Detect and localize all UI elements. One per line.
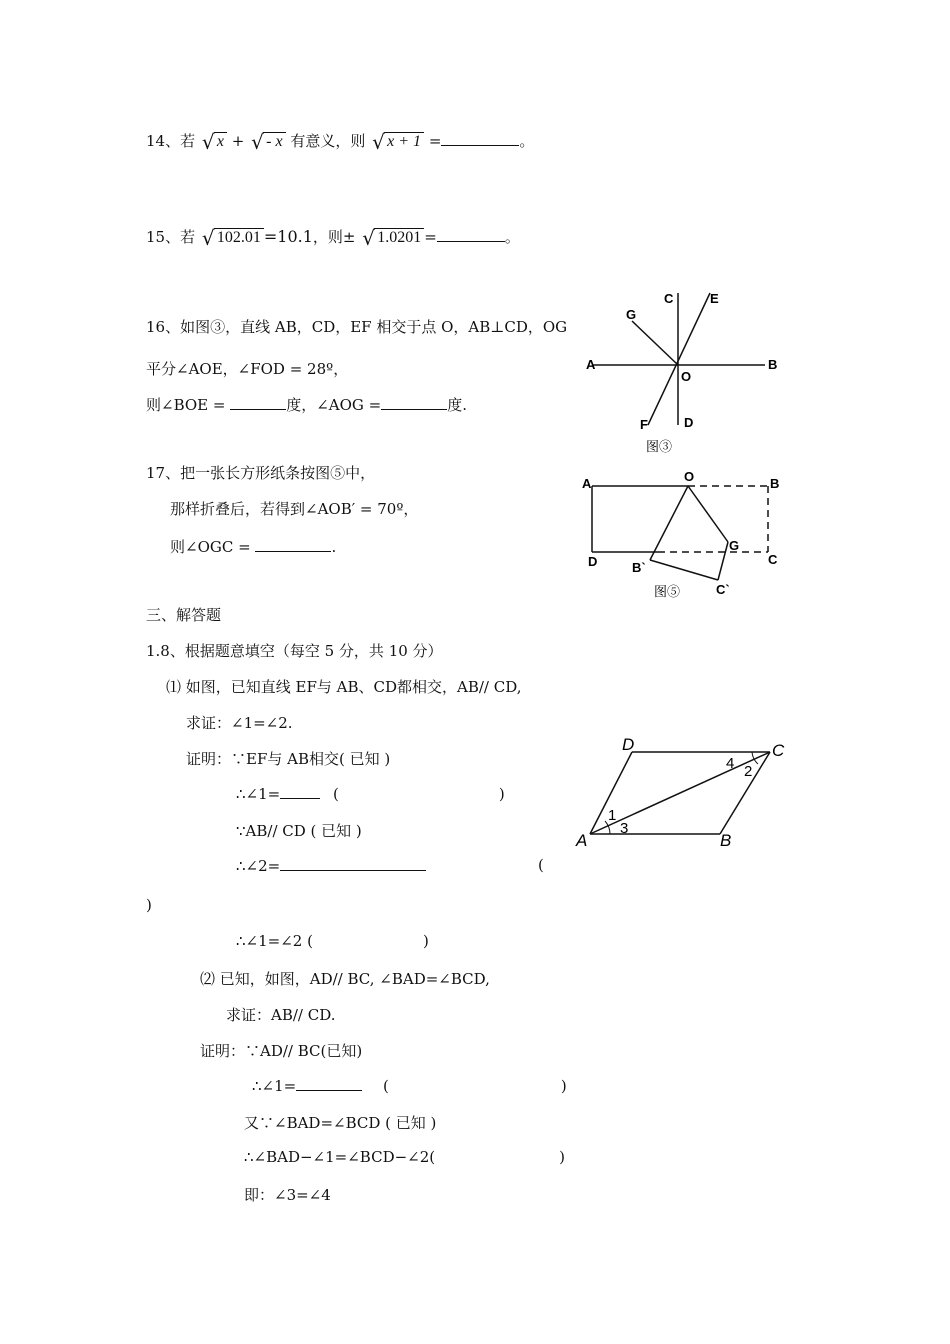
label-o: O xyxy=(681,369,692,384)
sqrt-x: √ x xyxy=(202,132,227,151)
question-14: 14、若 √ x + √ - x 有意义，则 √ x + 1 = 。 xyxy=(146,130,535,154)
q16-blank-aog[interactable] xyxy=(381,395,447,410)
label-a: A xyxy=(582,476,592,491)
q16-blank-boe[interactable] xyxy=(230,395,286,410)
q18-p1-given: ⑴ 如图，已知直线 EF与 AB、CD都相交，AB// CD, xyxy=(166,678,522,696)
label-b: B xyxy=(720,831,732,850)
figure-5-caption: 图⑤ xyxy=(654,584,681,599)
label-g: G xyxy=(626,307,637,322)
label-b: B xyxy=(770,476,780,491)
q18-p2-given: ⑵ 已知，如图，AD// BC, ∠BAD=∠BCD, xyxy=(200,970,490,988)
q18-p1-proof2: ∴∠1= ( ) xyxy=(236,785,505,803)
sqrt-minus-x: √ - x xyxy=(251,132,285,151)
label-d: D xyxy=(622,738,635,754)
label-d: D xyxy=(588,554,598,569)
q18-p2-proof2: ∴∠1= ( ) xyxy=(252,1077,567,1095)
q18-p1-reason-3[interactable] xyxy=(313,932,423,946)
q18-p1-reason-1[interactable] xyxy=(339,785,499,799)
q18-p2-reason-1[interactable] xyxy=(389,1077,561,1091)
figure-3-caption: 图③ xyxy=(646,439,673,454)
q18-p2-proof4: ∴∠BAD−∠1=∠BCD−∠2( ) xyxy=(244,1148,566,1166)
q18-p1-prove: 求证：∠1=∠2. xyxy=(186,714,293,732)
q18-p1-proof5: ∴∠1=∠2 ( ) xyxy=(236,932,429,950)
angle-1: 1 xyxy=(608,807,617,824)
q18-p1-reason-2-open: ( xyxy=(538,856,544,874)
q18-p1-blank-2[interactable] xyxy=(280,856,426,871)
q15-answer-blank[interactable] xyxy=(437,227,505,242)
q18-p1-proof4: ∴∠2= xyxy=(236,856,426,875)
q16-line1: 16、如图③，直线 AB，CD，EF 相交于点 O，AB⊥CD，OG xyxy=(146,318,568,336)
figure-3 xyxy=(580,285,790,460)
parallelogram-figure xyxy=(570,738,795,853)
label-a: A xyxy=(586,357,596,372)
sqrt-x-plus-1: √ x + 1 xyxy=(372,132,424,151)
q18-p2-blank-1[interactable] xyxy=(296,1076,362,1091)
label-c: C xyxy=(768,552,778,567)
label-b: B xyxy=(768,357,778,372)
angle-2: 2 xyxy=(744,763,753,780)
q18-p1-proof1: 证明：∵EF与 AB相交( 已知 ) xyxy=(186,750,391,768)
q18-p2-reason-2[interactable] xyxy=(435,1148,559,1162)
q15-number: 15、若 xyxy=(146,228,196,246)
question-15: 15、若 √ 102.01 =10.1，则± √ 1.0201 = 。 xyxy=(146,226,520,250)
label-b-prime: B` xyxy=(632,560,646,575)
q17-line2: 那样折叠后，若得到∠AOB′ = 70º， xyxy=(170,500,419,518)
q17-line1: 17、把一张长方形纸条按图⑤中， xyxy=(146,464,376,482)
sqrt-102-01: √ 102.01 xyxy=(202,228,264,247)
q16-line2: 平分∠AOE，∠FOD = 28º， xyxy=(146,360,349,378)
ray-og xyxy=(632,321,678,365)
label-o: O xyxy=(684,469,695,484)
q18-p1-reason-2-close: ) xyxy=(146,896,152,914)
q14-answer-blank[interactable] xyxy=(441,131,519,146)
line-ef xyxy=(648,293,710,425)
q18-p2-proof3: 又∵∠BAD=∠BCD ( 已知 ) xyxy=(244,1114,437,1132)
label-a: A xyxy=(576,831,588,850)
q18-title: 1.8、根据题意填空（每空 5 分，共 10 分） xyxy=(146,642,443,660)
angle-4: 4 xyxy=(726,755,735,772)
q18-p1-blank-1[interactable] xyxy=(280,784,320,799)
label-c-prime: C` xyxy=(716,582,730,597)
figure-5 xyxy=(578,468,788,603)
q18-p1-proof3: ∵AB// CD ( 已知 ) xyxy=(236,822,362,840)
angle-3: 3 xyxy=(620,820,629,837)
q16-line3: 则∠BOE = 度，∠AOG = 度. xyxy=(146,396,468,414)
q18-p2-proof1: 证明：∵AD// BC(已知) xyxy=(200,1042,363,1060)
label-e: E xyxy=(710,291,719,306)
label-d: D xyxy=(684,415,694,430)
q18-p2-prove: 求证：AB// CD. xyxy=(226,1006,336,1024)
label-g: G xyxy=(729,538,740,553)
q14-number: 14、若 xyxy=(146,132,196,150)
q17-blank-ogc[interactable] xyxy=(255,537,331,552)
q18-p2-proof5: 即：∠3=∠4 xyxy=(244,1186,331,1204)
section-3-heading: 三、解答题 xyxy=(146,606,222,624)
label-c: C xyxy=(772,741,785,760)
q17-line3: 则∠OGC = . xyxy=(170,538,337,556)
label-c: C xyxy=(664,291,674,306)
sqrt-1-0201: √ 1.0201 xyxy=(362,228,424,247)
label-f: F xyxy=(640,417,648,432)
